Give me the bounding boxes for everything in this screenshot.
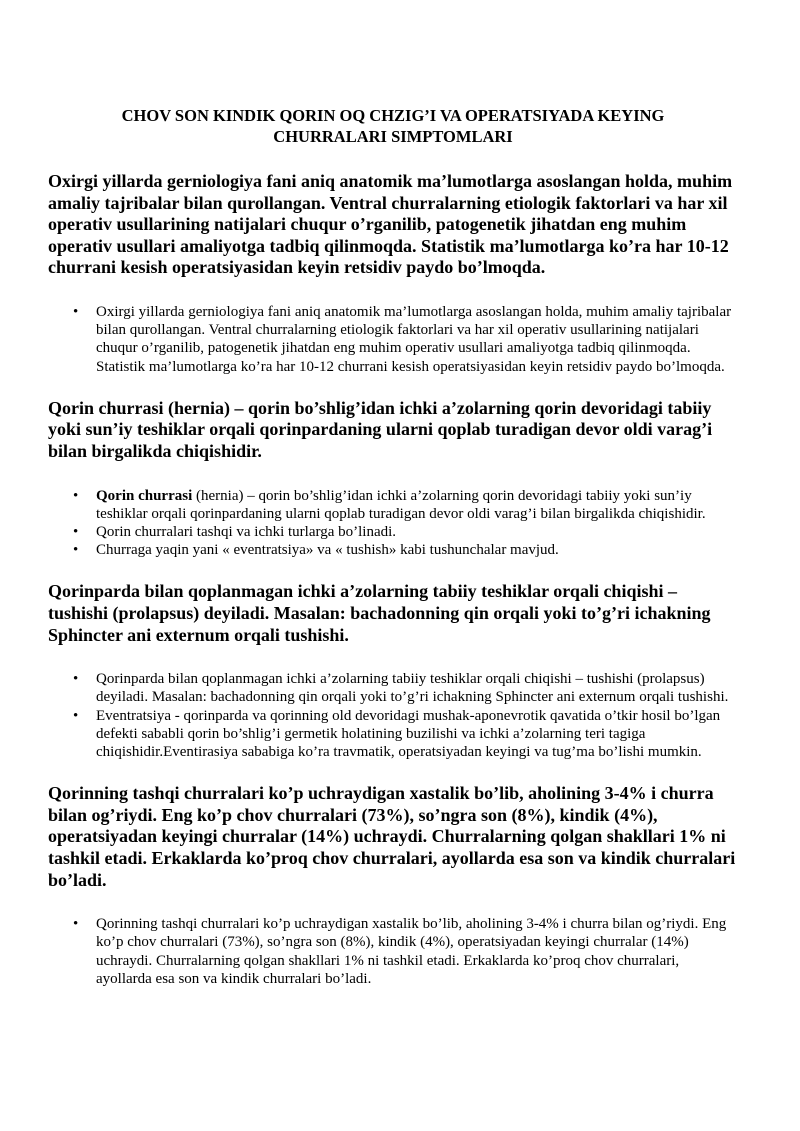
list-item: • Churraga yaqin yani « eventratsiya» va « tushish» kabi tushunchalar mavjud. <box>96 541 738 559</box>
bullet-list-2 <box>48 487 738 560</box>
bullet-list-1 <box>48 303 738 376</box>
bullet-list-4 <box>48 915 738 988</box>
bullet-list-3 <box>48 670 738 761</box>
list-item <box>96 487 738 523</box>
list-item: • Qorinning tashqi churralari ko’p uchraydigan xastalik bo’lib, aholining 3-4% i churra bilan og’riydi. Eng ko’p chov churralari (73%), so’ngra son (8%), kindik (4%), operatsiyadan keyingi churralar (14%) uchraydi. Churralarning qolgan shakllari 1% ni tashkil etadi. Erkaklarda ko’proq chov churralari, ayollarda esa son va kindik churralari bo’ladi. <box>96 915 738 988</box>
title-line-2: CHURRALARI SIMPTOMLARI <box>273 127 513 146</box>
section-heading-1: Oxirgi yillarda gerniologiya fani aniq anatomik ma’lumotlarga asoslangan holda, muhim amaliy tajribalar bilan qurollangan. Ventral churralarning etiologik faktorlari va har xil operativ usullarining natijalari chuqur o’rganilib, patogenetik jihatdan eng muhim operativ usullari amaliyotga tadbiq qilinmoqda. Statistik ma’lumotlarga ko’ra har 10-12 churrani kesish operatsiyasidan keyin retsidiv paydo bo’lmoqda. <box>48 171 733 278</box>
list-item: • Eventratsiya - qorinparda va qorinning old devoridagi mushak-aponevrotik qavatida o’tkir hosil bo’lgan defekti sababli qorin bo’shlig’i germetik holatining buzilishi va ichki a’zolarning teri tagiga chiqishidir.Eventirasiya sababiga ko’ra travmatik, operatsiyadan keyingi va tug’ma bo’lishi mumkin. <box>96 707 738 762</box>
section-heading-3: Qorinparda bilan qoplanmagan ichki a’zolarning tabiiy teshiklar orqali chiqishi – tushishi (prolapsus) deyiladi. Masalan: bachadonning qin orqali yoki to’g’ri ichakning Sphincter ani externum orqali tushishi. <box>48 581 711 645</box>
section-heading-4: Qorinning tashqi churralari ko’p uchraydigan xastalik bo’lib, aholining 3-4% i churra bilan og’riydi. Eng ko’p chov churralari (73%), so’ngra son (8%), kindik (4%), operatsiyadan keyingi churralar (14%) uchraydi. Churralarning qolgan shakllari 1% ni tashkil etadi. Erkaklarda ko’proq chov churralari, ayollarda esa son va kindik churralari bo’ladi. <box>48 783 736 890</box>
document-title <box>48 105 738 147</box>
list-item: • Qorinparda bilan qoplanmagan ichki a’zolarning tabiiy teshiklar orqali chiqishi – tushishi (prolapsus) deyiladi. Masalan: bachadonning qin orqali yoki to’g’ri ichakning Sphincter ani externum orqali tushishi. <box>96 670 738 706</box>
term-bold: Qorin churrasi <box>96 487 193 504</box>
term-definition: (hernia) – qorin bo’shlig’idan ichki a’zolarning qorin devoridagi tabiiy yoki sun’iy teshiklar orqali qorinpardaning ularni qoplab turadigan devor oldi varag’i bilan birgalikda chiqishidir. <box>96 487 706 522</box>
section-heading-2: Qorin churrasi (hernia) – qorin bo’shlig’idan ichki a’zolarning qorin devoridagi tabiiy yoki sun’iy teshiklar orqali qorinpardaning ularni qoplab turadigan devor oldi varag’i bilan birgalikda chiqishidir. <box>48 397 713 461</box>
list-item: • Oxirgi yillarda gerniologiya fani aniq anatomik ma’lumotlarga asoslangan holda, muhim amaliy tajribalar bilan qurollangan. Ventral churralarning etiologik faktorlari va har xil operativ usullarining natijalari chuqur o’rganilib, patogenetik jihatdan eng muhim operativ usullari amaliyotga tadbiq qilinmoqda. Statistik ma’lumotlarga ko’ra har 10-12 churrani kesish operatsiyasidan keyin retsidiv paydo bo’lmoqda. <box>96 303 738 376</box>
title-line-1: CHOV SON KINDIK QORIN OQ CHZIG’I VA OPERATSIYADA KEYING <box>121 106 665 125</box>
document-page <box>48 105 738 1010</box>
list-item: • Qorin churralari tashqi va ichki turlarga bo’linadi. <box>96 523 738 541</box>
